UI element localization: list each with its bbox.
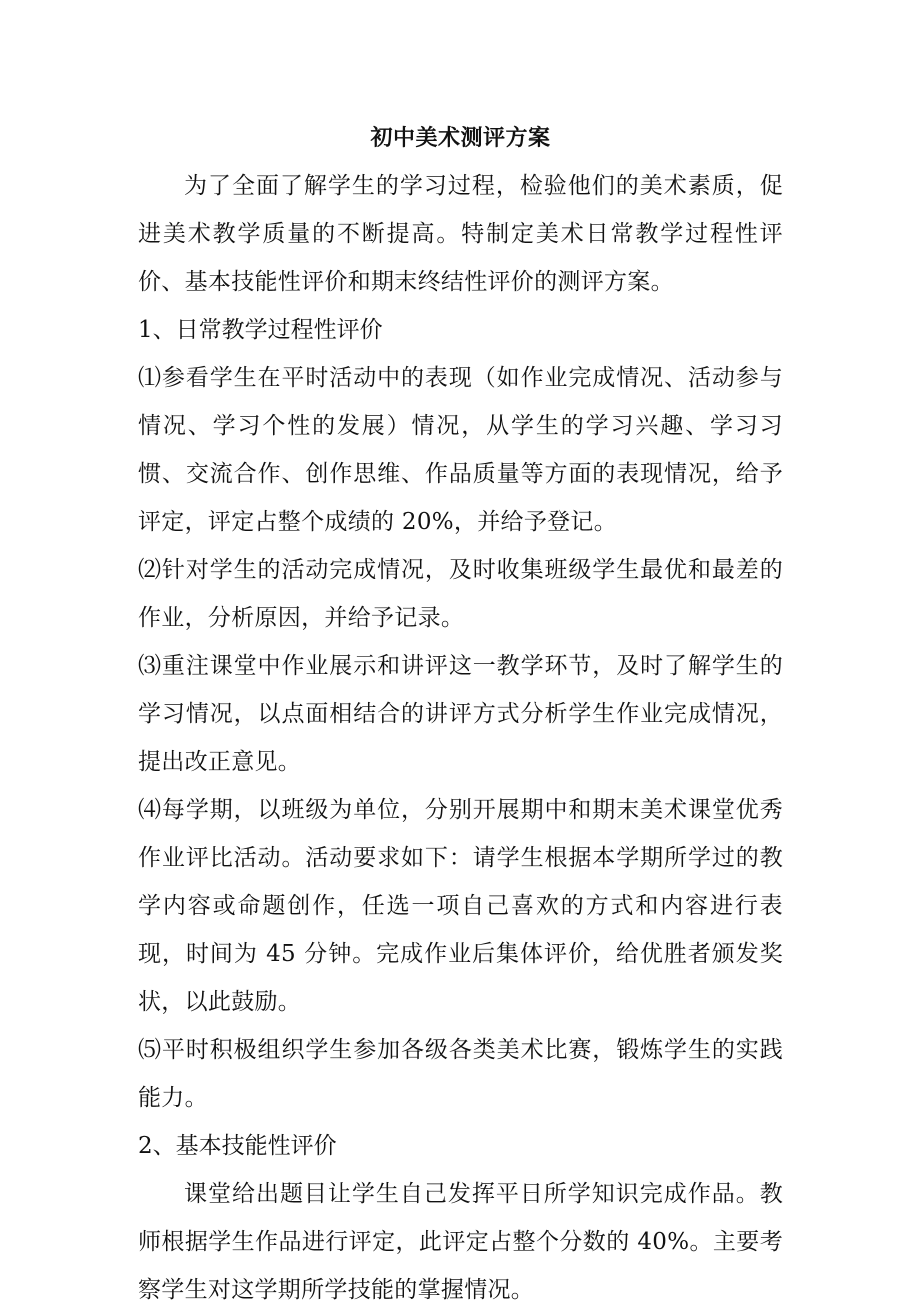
section-2-heading: 2、基本技能性评价 xyxy=(138,1133,337,1159)
section-1-item-4: ⑷每学期，以班级为单位，分别开展期中和期末美术课堂优秀作业评比活动。活动要求如下：请学生根据本学期所学过的教学内容或命题创作，任选一项自己喜欢的方式和内容进行表现，时间为 45 分钟。完成作业后集体评价，给优胜者颁发奖状，以此鼓励。 xyxy=(138,797,783,1015)
section-1-item-2: ⑵针对学生的活动完成情况，及时收集班级学生最优和最差的作业，分析原因，并给予记录。 xyxy=(138,557,783,631)
section-1-item-3: ⑶重注课堂中作业展示和讲评这一教学环节，及时了解学生的学习情况，以点面相结合的讲评方式分析学生作业完成情况，提出改正意见。 xyxy=(138,653,783,775)
section-1-item-5: ⑸平时积极组织学生参加各级各类美术比赛，锻炼学生的实践能力。 xyxy=(138,1037,783,1111)
section-1-heading: 1、日常教学过程性评价 xyxy=(138,317,383,343)
section-2-paragraph: 课堂给出题目让学生自己发挥平日所学知识完成作品。教师根据学生作品进行评定，此评定占整个分数的 40%。主要考察学生对这学期所学技能的掌握情况。 xyxy=(138,1181,783,1303)
intro-paragraph: 为了全面了解学生的学习过程，检验他们的美术素质，促进美术教学质量的不断提高。特制定美术日常教学过程性评价、基本技能性评价和期末终结性评价的测评方案。 xyxy=(138,173,783,295)
section-1-item-1: ⑴参看学生在平时活动中的表现（如作业完成情况、活动参与情况、学习个性的发展）情况，从学生的学习兴趣、学习习惯、交流合作、创作思维、作品质量等方面的表现情况，给予评定，评定占整个成绩的 20%，并给予登记。 xyxy=(138,365,783,535)
document-title: 初中美术测评方案 xyxy=(370,125,551,151)
